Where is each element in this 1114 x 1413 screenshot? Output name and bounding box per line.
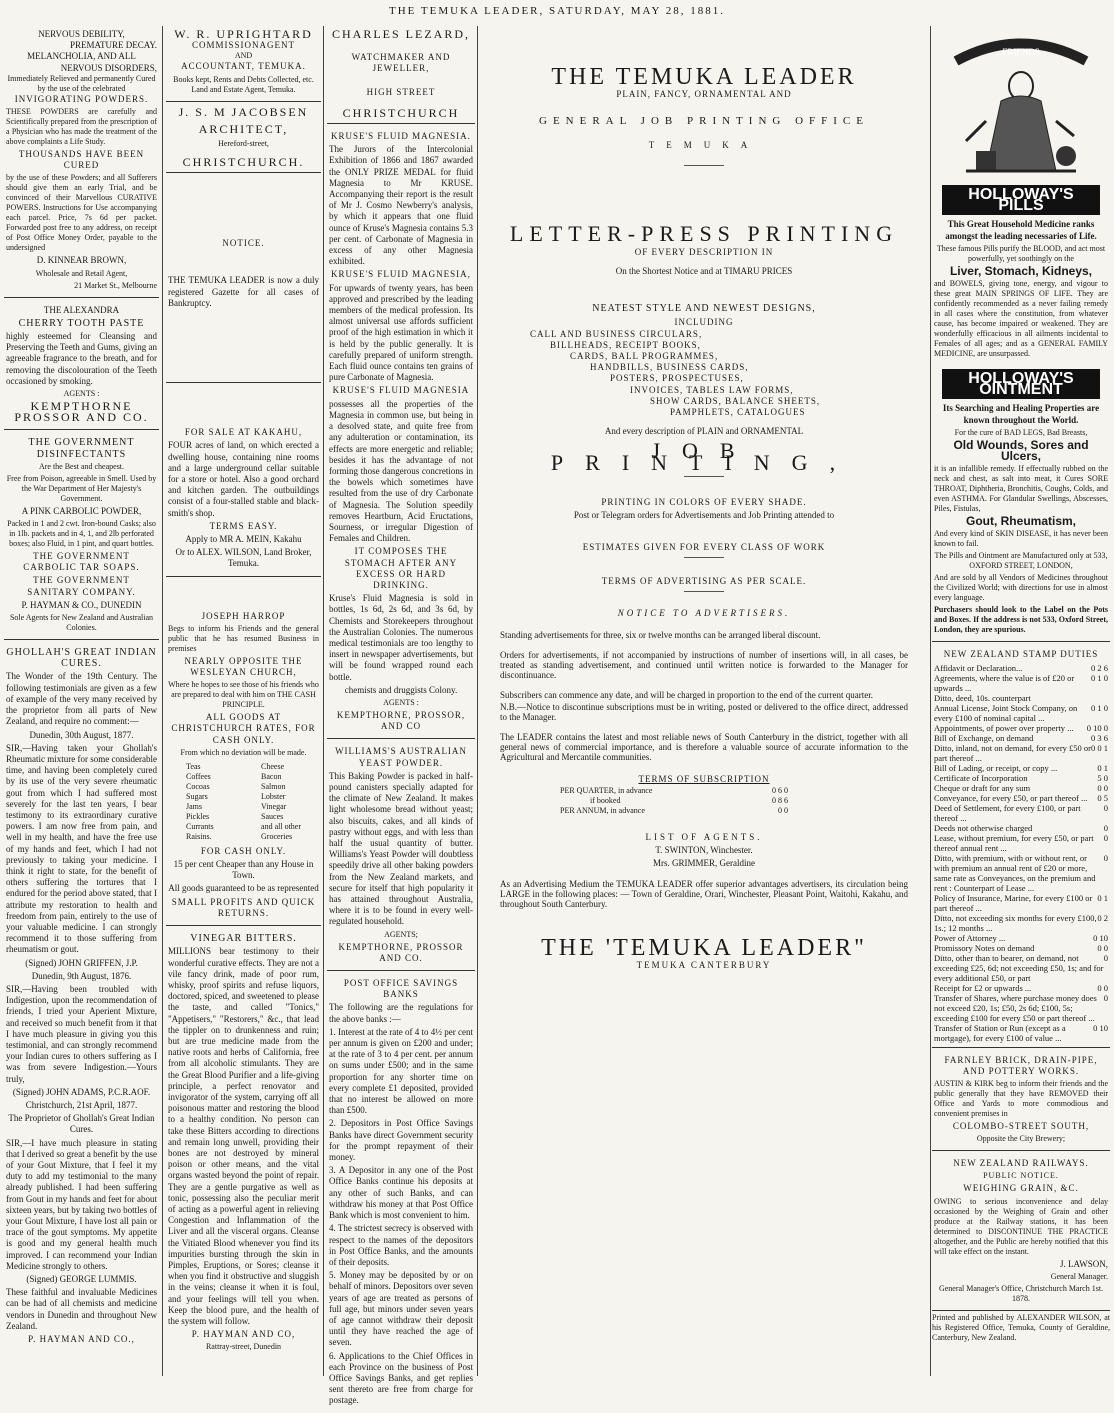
lezard-ad bbox=[327, 26, 475, 124]
subscription-row bbox=[560, 806, 788, 816]
ointment-body: And every kind of SKIN DISEASE, it has never been known to fail. bbox=[934, 529, 1108, 549]
advertisers-notice: The LEADER contains the latest and most reliable news of South Canterbury in the district, together with all general news of commercial importance, and is therefore a valuable source of accurate information to the Agricultural and Mercantile communities. bbox=[500, 731, 908, 762]
ad-title: THE GOVERNMENT DISINFECTANTS bbox=[28, 437, 135, 460]
ad-heading bbox=[168, 29, 319, 73]
ad-heading bbox=[329, 29, 473, 119]
leader-office: GENERAL JOB PRINTING OFFICE bbox=[539, 115, 869, 128]
duty-item: Cheque or draft for any sum bbox=[934, 782, 1031, 793]
ad-dateline: Dunedin, 30th August, 1877. bbox=[29, 729, 134, 740]
duty-value: 0 1 bbox=[1097, 892, 1108, 903]
subscription-value: 0 8 6 bbox=[772, 795, 788, 805]
ad-product: THE GOVERNMENT CARBOLIC TAR SOAPS. bbox=[23, 551, 140, 573]
leader-footer-sub: TEMUKA CANTERBURY bbox=[636, 960, 772, 971]
duty-row bbox=[934, 663, 1108, 673]
printing-desc: OF EVERY DESCRIPTION IN bbox=[634, 247, 774, 258]
column-rule bbox=[477, 26, 478, 1376]
duty-value: 0 0 bbox=[1097, 982, 1108, 993]
duty-item: Transfer of Shares, where purchase money does not exceed £20, 1s; £50, 2s 6d; £100, 5s; exceeding £100 for every £50 or part thereof ... bbox=[934, 992, 1097, 1023]
column-rule bbox=[162, 26, 163, 1376]
advertisers-notice: Orders for advertisements, if not accompanied by instructions of number of insertions will, in all cases, be treated as standing advertisement, and continued until written notice is forwarded to the Manager for discontinuance. bbox=[500, 649, 908, 680]
duty-row bbox=[934, 783, 1108, 793]
duty-row bbox=[934, 733, 1108, 743]
ad-body: highly esteemed for Cleansing and Preserving the Teeth and Gums, giving an agreeable fragrance to the breath, and for removing the discolouration of the Teeth occasioned by smoking. bbox=[6, 331, 157, 386]
duty-value: 0 bbox=[1103, 802, 1108, 813]
printing-including: INCLUDING bbox=[674, 316, 734, 327]
printing-colors: PRINTING IN COLORS OF EVERY SHADE. bbox=[601, 496, 807, 507]
ad-line: Hereford-street, bbox=[218, 139, 269, 149]
testimonial-signature: (Signed) GEORGE LUMMIS. bbox=[26, 1274, 137, 1285]
duty-value: 0 bbox=[1103, 852, 1108, 863]
advertisers-notice: Standing advertisements for three, six or twelve months can be arranged liberal discount. bbox=[500, 629, 821, 640]
duty-item: Bill of Lading, or receipt, or copy ... bbox=[934, 762, 1058, 773]
holloways-ointment-badge: HOLLOWAY'S OINTMENT bbox=[942, 369, 1100, 399]
page-masthead: THE TEMUKA LEADER, SATURDAY, MAY 28, 1881. bbox=[388, 5, 725, 17]
ad-address: Opposite the City Brewery; bbox=[976, 1134, 1066, 1144]
ad-subtitle: PUBLIC NOTICE. bbox=[983, 1171, 1059, 1181]
goods-item: Lobster bbox=[261, 791, 286, 801]
ad-note: From which no deviation will be made. bbox=[180, 747, 307, 757]
duty-value: 0 bbox=[1103, 832, 1108, 843]
agent-entry: Mrs. GRIMMER, Geraldine bbox=[653, 858, 755, 869]
agents-title: LIST OF AGENTS. bbox=[645, 831, 763, 842]
goods-item: Raisins. bbox=[186, 831, 212, 841]
pills-body: These famous Pills purify the BLOOD, and act most powerfully, yet soothingly on the bbox=[936, 243, 1106, 263]
section-divider bbox=[684, 165, 724, 166]
ointment-gout: Gout, Rheumatism, bbox=[965, 514, 1076, 529]
duty-row bbox=[934, 913, 1108, 933]
duty-value: 0 1 0 bbox=[1091, 702, 1108, 713]
duty-row bbox=[934, 993, 1108, 1023]
printing-style: NEATEST STYLE AND NEWEST DESIGNS, bbox=[592, 303, 816, 315]
ad-address: 21 Market St., Melbourne bbox=[74, 280, 157, 290]
ad-subtitle: Are the Best and cheapest. bbox=[38, 461, 125, 471]
duty-value: 0 3 6 bbox=[1091, 732, 1108, 743]
goods-list-left bbox=[186, 762, 214, 842]
ad-note: All goods guaranteed to be as represented bbox=[168, 883, 319, 894]
ointment-address: The Pills and Ointment are Manufactured only at 533, OXFORD STREET, LONDON, bbox=[934, 551, 1108, 571]
ad-note: 15 per cent Cheaper than any House in Town. bbox=[173, 859, 314, 881]
ad-heading bbox=[168, 104, 319, 170]
duty-item: Agreements, where the value is of £20 or upwards ... bbox=[934, 672, 1075, 693]
duty-item: Lease, without premium, for every £50, or part thereof annual rent ... bbox=[934, 832, 1094, 853]
ad-body: THE TEMUKA LEADER is now a duly registered Gazette for all cases of Bankruptcy. bbox=[168, 275, 319, 308]
duty-item: Ditto, not exceeding six months for every £100, 1s.; 12 months ... bbox=[934, 912, 1097, 933]
disinfectants-ad bbox=[4, 432, 159, 640]
duty-item: Promissory Notes on demand bbox=[934, 942, 1035, 953]
ad-signature: Wholesale and Retail Agent, bbox=[35, 268, 128, 278]
testimonial: SIR,—Having been troubled with Indigestion, upon the recommendation of friends, I tried your Aperient Mixture, and received so much benefit from it that I have much pleasure in giving you this testimonial, and can strongly recommend your Indian cures to others suffering as I was from severe Indigestion.—Yours truly, bbox=[6, 983, 157, 1084]
product-item: SHOW CARDS, BALANCE SHEETS, bbox=[650, 395, 821, 406]
ad-subheading: THOUSANDS HAVE BEEN CURED bbox=[18, 149, 145, 171]
ad-heading: NOTICE. bbox=[222, 238, 265, 249]
goods-list bbox=[168, 760, 319, 844]
pills-body: and BOWELS, giving tone, energy, and vigour to these great MAIN SPRINGS OF LIFE. They are confidently recommended as a never failing remedy in all cases where the constitution, from whatever cause, has become impaired or weakened. They are wonderfully efficacious in all ailments incidental to Females of all ages; and as a GENERAL FAMILY MEDICINE, are unsurpassed. bbox=[934, 279, 1108, 359]
ad-agents: KEMPTHORNE, PROSSOR AND CO. bbox=[338, 941, 464, 963]
ad-body: OWING to serious inconvenience and delay occasioned by the Weighing of Grain and other produce at the Railway stations, it has been determined to DISCONTINUE THE PRACTICE altogether, and the Public are hereby notified that this will take effect on the instant. bbox=[934, 1196, 1108, 1256]
duty-row bbox=[934, 983, 1108, 993]
vinegar-bitters-ad bbox=[166, 928, 321, 1358]
duty-value: 0 1 bbox=[1097, 762, 1108, 773]
ad-address: COLOMBO-STREET SOUTH, bbox=[952, 1121, 1090, 1132]
ad-signature: General Manager's Office, Christchurch March 1st. 1878. bbox=[938, 1283, 1104, 1303]
testimonial: SIR,—I have much pleasure in stating that I derived so great a benefit by the use of your Gout Mixture, that I feel it my duty to add my testimonial to the many already published. I had been suffering from Gout in my hands and feet for about sixteen years, but by taking two bottles of your Gout Mixture, I have lost all pain or trace of the gout symptoms. My appetite is good and my general health much improved. I can recommend your Indian Medicine strongly to others. bbox=[6, 1137, 157, 1271]
ad-title: WILLIAMS'S AUSTRALIAN YEAST POWDER. bbox=[335, 746, 467, 768]
railways-notice bbox=[932, 1153, 1110, 1311]
ad-body: Packed in 1 and 2 cwt. Iron-bound Casks; also in 1lb. packets and in 4, 1, and 2lb perforated boxes; also Fluid, in 1 pint, and quart bottles. bbox=[7, 519, 156, 549]
ad-agents-label: AGENTS; bbox=[384, 929, 418, 939]
ad-line: NERVOUS DEBILITY, bbox=[38, 29, 125, 39]
ad-subheading: WEIGHING GRAIN, &C. bbox=[963, 1183, 1079, 1194]
duty-row bbox=[934, 953, 1108, 983]
leader-printing-ad bbox=[480, 26, 928, 1376]
ad-agents: P. HAYMAN & CO., DUNEDIN bbox=[21, 599, 142, 610]
product-item: PAMPHLETS, CATALOGUES bbox=[670, 407, 806, 418]
banner-text: FRIENDS bbox=[1002, 47, 1040, 57]
duty-row bbox=[934, 743, 1108, 763]
printing-orders: Post or Telegram orders for Advertisements and Job Printing attended to bbox=[573, 510, 835, 521]
goods-item: Coffees bbox=[186, 771, 211, 781]
subscription-row bbox=[560, 796, 788, 806]
advertisers-notice: Subscribers can commence any date, and will be charged in proportion to the end of the current quarter. bbox=[500, 689, 873, 700]
goods-item: and all other bbox=[261, 821, 301, 831]
ad-line: CHRISTCHURCH. bbox=[182, 155, 305, 170]
ghollah-cures-ad bbox=[4, 642, 159, 1351]
ad-body: For upwards of twenty years, has been approved and prescribed by the leading members of the medical profession. Its almost universal use affords sufficient proof of the high estimation in which it is held by the public generally. It is carefully prepared of uniform strength. Each fluid ounce contains ten grains of pure Carbonate of Magnesia. bbox=[329, 282, 473, 383]
ad-line: COMMISSIONAGENT bbox=[191, 40, 295, 51]
regulation-item: 2. Depositors in Post Office Savings Banks have direct Government security for the prompt repayment of their money. bbox=[329, 1118, 473, 1163]
ad-title: VINEGAR BITTERS. bbox=[190, 933, 297, 945]
ad-title: POST OFFICE SAVINGS BANKS bbox=[343, 978, 459, 1000]
ad-body: The Jurors of the Intercolonial Exhibition of 1866 and 1867 awarded the ONLY PRIZE MEDAL for fluid Magnesia to Mr KRUSE. Accompanying their report is the result of Mr J. Cosmo Newberry's analysis, by which it appears that one fluid ounce of Kruse's Magnesia contains 5.3 per cent. of Carbonate of Magnesia in excess of any other Magnesia exhibited. bbox=[329, 144, 473, 267]
ointment-headline: Its Searching and Healing Properties are known throughout the World. bbox=[942, 403, 1100, 425]
ad-line: AND bbox=[234, 51, 253, 61]
leader-title: THE TEMUKA LEADER bbox=[551, 64, 857, 90]
ad-line: J. S. M JACOBSEN bbox=[178, 104, 309, 119]
duty-value: 0 2 6 bbox=[1091, 662, 1108, 673]
duty-value: 0 10 bbox=[1093, 1022, 1108, 1033]
ad-body: This Baking Powder is packed in half-pound canisters specially adapted for the climate of New Zealand. It makes light wholesome bread without yeast; also biscuits, cakes, and all kinds of pastry without eggs, and with less than half the usual quantity of butter. Williams's Yeast Powder will doubtless speedily drive all other baking powders from the New Zealand markets, and secure for itself that high popularity it has attained throughout Australia, where it is to be found in every well-regulated household. bbox=[329, 770, 473, 927]
ad-location: NEARLY OPPOSITE THE WESLEYAN CHURCH, bbox=[184, 655, 303, 678]
printing-estimates: ESTIMATES GIVEN FOR EVERY CLASS OF WORK bbox=[582, 542, 826, 553]
duty-item: Appointments, of power over property ... bbox=[934, 722, 1074, 733]
advertisers-notice: N.B.—Notice to discontinue subscriptions must be in writing, posted or delivered to the office direct, addressed to the Manager. bbox=[500, 701, 908, 722]
ad-body: The following are the regulations for the above banks :— bbox=[329, 1002, 473, 1024]
goods-item: Cheese bbox=[261, 761, 285, 771]
yeast-powder-ad bbox=[327, 741, 475, 971]
duty-value: 0 bbox=[1103, 822, 1108, 833]
pills-headline: This Great Household Medicine ranks amongst the leading necessaries of Life. bbox=[945, 219, 1097, 241]
regulation-item: 5. Money may be deposited by or on behalf of minors. Depositors over seven years of age are treated as persons of full age, but minors under seven years of age cannot withdraw their deposit until they have reached the age of seven. bbox=[329, 1270, 473, 1348]
ad-subheading: KRUSE'S FLUID MAGNESIA bbox=[332, 385, 470, 396]
ad-dateline: Christchurch, 21st April, 1877. bbox=[25, 1100, 138, 1110]
product-item: CARDS, BALL PROGRAMMES, bbox=[570, 351, 719, 362]
ad-title: CHERRY TOOTH PASTE bbox=[18, 317, 145, 329]
goods-item: Sugars bbox=[186, 791, 208, 801]
upright-ad bbox=[166, 26, 321, 102]
products-list bbox=[500, 329, 908, 419]
duty-row bbox=[934, 773, 1108, 783]
regulation-item: 6. Applications to the Chief Offices in each Province on the business of Post Office Savings Banks, and get replies sent thereto are free from charge for postage. bbox=[329, 1350, 473, 1406]
ad-dateline: Dunedin, 9th August, 1876. bbox=[31, 970, 132, 981]
product-item: POSTERS, PROSPECTUSES, bbox=[610, 373, 744, 384]
duty-value: 0 5 bbox=[1097, 792, 1108, 803]
duty-item: Ditto, with premium, with or without rent, or with premium an annual rent of £20 or more, same rate as Conveyances, on the premium and rent : Counterpart of Lease ... bbox=[934, 852, 1096, 893]
subscription-label: if booked bbox=[590, 795, 621, 805]
duty-item: Power of Attorney ... bbox=[934, 932, 1006, 943]
stamp-duties-table bbox=[932, 644, 1110, 1047]
duties-list bbox=[934, 663, 1108, 1043]
ad-title: NEW ZEALAND RAILWAYS. bbox=[953, 1158, 1089, 1169]
subscription-value: 0 6 0 bbox=[772, 785, 788, 795]
ad-footer: These faithful and invaluable Medicines can be had of all chemists and medicine vendors in Dunedin and throughout New Zealand. bbox=[6, 1287, 157, 1331]
printing-desc: And every description of PLAIN and ORNAMENTAL bbox=[604, 426, 804, 437]
duty-row bbox=[934, 703, 1108, 723]
regulation-item: 1. Interest at the rate of 4 to 4½ per cent per annum is given on £200 and under; at the rate of 3 to 4 per cent. per annum on sums under £500; and in the same proportion for any shorter time on every complete £1 deposited, provided that no interest be allowed on more than £500. bbox=[329, 1026, 473, 1116]
duty-item: Deeds not otherwise charged bbox=[934, 822, 1033, 833]
ad-company: THE GOVERNMENT SANITARY COMPANY. bbox=[27, 575, 136, 597]
column-rule bbox=[323, 26, 324, 1376]
ad-body: Books kept, Rents and Debts Collected, etc. Land and Estate Agent, Temuka. bbox=[173, 74, 314, 94]
duty-item: Ditto, other than to bearer, on demand, not exceeding £25, 6d; not exceeding £50, 1s; and for every additional £50, or part bbox=[934, 952, 1104, 983]
ad-subheading: KRUSE'S FLUID MAGNESIA, bbox=[331, 269, 471, 280]
section-divider bbox=[684, 591, 724, 592]
duty-value: 0 10 0 bbox=[1086, 722, 1108, 733]
ad-title: JOSEPH HARROP bbox=[201, 610, 286, 621]
ad-line: Immediately Relieved and permanently Cured by the use of the celebrated bbox=[7, 73, 156, 93]
subscription-label: PER QUARTER, in advance bbox=[560, 785, 653, 795]
leader-subtitle: PLAIN, FANCY, ORNAMENTAL AND bbox=[616, 89, 792, 100]
ad-body: AUSTIN & KIRK beg to inform their friends and the public generally that they have REMOVED their Office and Yards to more commodious and convenient premises in bbox=[934, 1079, 1108, 1119]
duty-row bbox=[934, 823, 1108, 833]
goods-item: Pickles bbox=[186, 811, 210, 821]
column-rule bbox=[930, 26, 931, 1376]
section-divider bbox=[684, 557, 724, 558]
ad-title: FARNLEY BRICK, DRAIN-PIPE, AND POTTERY WORKS. bbox=[944, 1054, 1098, 1076]
ad-contact: Or to ALEX. WILSON, Land Broker, Temuka. bbox=[175, 547, 312, 569]
duty-item: Annual License, Joint Stock Company, on every £100 of nominal capital ... bbox=[934, 702, 1078, 723]
goods-item: Salmon bbox=[261, 781, 286, 791]
duty-item: Deed of Settlement, for every £100, or part thereof ... bbox=[934, 802, 1081, 823]
duty-value: 0 2 bbox=[1097, 912, 1108, 923]
farnley-brick-ad bbox=[932, 1050, 1110, 1152]
ad-heading: THE ALEXANDRA bbox=[43, 304, 120, 315]
ad-signature: General Manager. bbox=[1050, 1271, 1108, 1281]
ad-agents-label: AGENTS : bbox=[383, 697, 419, 707]
ad-line: HIGH STREET bbox=[366, 86, 436, 97]
ad-footer: P. HAYMAN AND CO., bbox=[28, 1334, 135, 1345]
ad-body: FOUR acres of land, on which erected a dwelling house, containing nine rooms and a large underground cellar suitable for a store or hotel. Also a good orchard and kitchen garden. The outbuildings consist of a four-stalled stable and black-smith's shop. bbox=[168, 440, 319, 518]
duty-row bbox=[934, 853, 1108, 893]
goods-item: Groceries bbox=[261, 831, 293, 841]
duty-row bbox=[934, 933, 1108, 943]
goods-item: Sauces bbox=[261, 811, 284, 821]
regulation-item: 4. The strictest secrecy is observed with respect to the names of the depositors in Post Office Banks, and the amounts of their deposits. bbox=[329, 1223, 473, 1267]
invigorating-powders-ad bbox=[4, 26, 159, 298]
ad-title: KRUSE'S FLUID MAGNESIA. bbox=[331, 131, 471, 142]
ad-product: A PINK CARBOLIC POWDER, bbox=[21, 505, 142, 516]
duty-value: 5 0 bbox=[1097, 772, 1108, 783]
goods-item: Currants bbox=[186, 821, 214, 831]
duty-item: Receipt for £2 or upwards ... bbox=[934, 982, 1032, 993]
letterpress-title: LETTER-PRESS PRINTING bbox=[509, 220, 899, 246]
subscription-row bbox=[560, 786, 788, 796]
pills-organs: Liver, Stomach, Kidneys, bbox=[949, 263, 1093, 278]
ad-body: chemists and druggists Colony. bbox=[344, 684, 458, 695]
ad-body: Free from Poison, agreeable in Smell. Used by the War Department of Her Majesty's Government. bbox=[6, 473, 157, 503]
section-divider bbox=[684, 476, 724, 477]
goods-list-right bbox=[261, 762, 301, 842]
ad-line: MELANCHOLIA, AND ALL bbox=[27, 51, 136, 62]
duty-row bbox=[934, 793, 1108, 803]
hygeia-figure-illustration bbox=[946, 31, 1096, 181]
duty-item: Bill of Exchange, on demand bbox=[934, 732, 1034, 743]
ad-body: Begs to inform his Friends and the general public that he has resumed Business in premises bbox=[168, 623, 319, 653]
goods-item: Vinegar bbox=[261, 801, 287, 811]
duty-value: 0 bbox=[1103, 992, 1108, 1003]
savings-banks-notice bbox=[327, 973, 475, 1413]
kruse-magnesia-ad bbox=[327, 126, 475, 739]
ad-signature: D. KINNEAR BROWN, bbox=[36, 255, 127, 266]
column-1 bbox=[4, 26, 159, 1376]
ointment-body: it is an infallible remedy. If effectually rubbed on the neck and chest, as salt into meat, it Cures SORE THROAT, Diphtheria, Bronchitis, Coughs, Colds, and even ASTHMA. For Glandular Swellings, Abscesses, Piles, Fistulas, bbox=[934, 464, 1108, 514]
ad-body: MILLIONS bear testimony to their wonderful curative effects. They are not a vile fancy drink, made of poor rum, whisky, proof spirits and refuse liquors, doctored, spiced, and sweetened to please the taste, and called "Tonics," "Appetisers," "Restorers," &c., that lead the tippler on to drunkenness and ruin; but are true medicine made from the native roots and herbs of California, free from all alcoholic stimulants. They are the Great Blood Purifier and a life-giving principle, a perfect renovator and invigorator of the system, carrying off all poisonous matter and restoring the blood to a healthy condition. No person can take these Bitters according to directions and remain long unwell, providing their bones are not destroyed by mineral poison or other means, and the vital organs wasted beyond the point of repair. They are a gentle purgative as well as tonic, possessing also the peculiar merit of acting as a powerful agent in relieving Congestion and Inflammation of the Liver and all the visceral organs. Cleanse the Vitiated Blood whenever you find its impurities bursting through the skin in Pimples, Eruptions, or Sores; cleanse it when you find it obstructive and sluggish in the veins; cleanse it when it is foul, and your feelings will tell you when. Keep the blood pure, and the health of the system will follow. bbox=[168, 946, 319, 1326]
holloways-ad bbox=[932, 26, 1110, 642]
duty-row bbox=[934, 693, 1108, 703]
product-item: CALL AND BUSINESS CIRCULARS, bbox=[530, 328, 703, 339]
subscription-value: 0 0 bbox=[778, 805, 788, 815]
tooth-paste-ad bbox=[4, 300, 159, 431]
duty-value: 0 bbox=[1103, 952, 1108, 963]
ad-agents: Sole Agents for New Zealand and Australian Colonies. bbox=[9, 613, 154, 633]
ad-line: CHRISTCHURCH bbox=[342, 105, 460, 120]
duty-row bbox=[934, 723, 1108, 733]
ointment-warning: Purchasers should look to the Label on the Pots and Boxes. If the address is not 533, Oxford Street, London, they are spurious. bbox=[934, 605, 1108, 635]
goods-item: Cocoas bbox=[186, 781, 210, 791]
goods-item: Bacon bbox=[261, 771, 282, 781]
printing-desc: On the Shortest Notice and at TIMARU PRICES bbox=[615, 266, 793, 277]
goods-item: Teas bbox=[186, 761, 201, 771]
duty-item: Ditto, deed, 10s. counterpart bbox=[934, 692, 1031, 703]
ad-subheading: ALL GOODS AT CHRISTCHURCH RATES, FOR CASH ONLY. bbox=[171, 712, 316, 745]
duty-value: 0 0 1 bbox=[1091, 742, 1108, 753]
printer-imprint: Printed and published by ALEXANDER WILSON, at his Registered Office, Temuka, County of Geraldine, Canterbury, New Zealand. bbox=[932, 1312, 1110, 1342]
jacobsen-ad bbox=[166, 104, 321, 174]
agent-entry: T. SWINTON, Winchester. bbox=[655, 844, 753, 855]
duty-row bbox=[934, 763, 1108, 773]
duty-item: Affidavit or Declaration... bbox=[934, 662, 1023, 673]
ad-terms: TERMS EASY. bbox=[209, 520, 278, 531]
duty-item: Ditto, inland, not on demand, for every £50 or part thereof ... bbox=[934, 742, 1091, 763]
notice-ad bbox=[166, 175, 321, 383]
subscription-table bbox=[500, 786, 908, 816]
duty-item: Policy of Insurance, Marine, for every £100 or part thereof ... bbox=[934, 892, 1093, 913]
duty-row bbox=[934, 893, 1108, 913]
testimonial-signature: (Signed) JOHN GRIFFEN, J.P. bbox=[25, 957, 138, 968]
ad-heading bbox=[6, 29, 157, 105]
ad-body: Where he hopes to see those of his friends who are prepared to deal with him on THE CASH PRINCIPLE. bbox=[168, 680, 319, 710]
testimonial: SIR,—Having taken your Ghollah's Rheumatic mixture for some considerable time, and having been completely cured by its use of the very severe rheumatic gout from which I had suffered most severely for the last ten years, I bear testimony to its extraordinary curative powers. I am now free from pain, and well in my health, and have the free use of my hands and feet, which I had not previously to taking your medicine. I think it right to state, for the benefit of others suffering the tortures that I endured for the period above stated, that I attribute my restoration to health and freedom from pain, entirely to the use of your valuable medicine. I can strongly recommend it to those suffering from rheumatism or gout. bbox=[6, 742, 157, 955]
column-5 bbox=[932, 26, 1110, 1376]
ad-line: CHARLES LEZARD, bbox=[332, 27, 470, 41]
ad-body: The Wonder of the 19th Century. The following testimonials are given as a few of example of the very many received by the proprietor from all parts of New Zealand, and require no comment:— bbox=[6, 671, 157, 727]
kakahu-sale-ad bbox=[166, 385, 321, 576]
duty-value: 0 1 0 bbox=[1091, 672, 1108, 683]
advertising-medium: As an Advertising Medium the TEMUKA LEADER offer superior advantages advertisers, its circulation being LARGE in the following places: — Town of Geraldine, Orari, Winchester, Pleasant Point, Waitohi, Kakahu, and throughout South Canterbury. bbox=[500, 879, 908, 910]
leader-footer-title: THE 'TEMUKA LEADER" bbox=[541, 935, 867, 962]
duty-item: Certificate of Incorporation bbox=[934, 772, 1028, 783]
ointment-address: And are sold by all Vendors of Medicines throughout the Civilized World; with directions for use in almost every language. bbox=[934, 573, 1108, 603]
testimonial-signature: (Signed) JOHN ADAMS, P.C.R.AOF. bbox=[12, 1086, 151, 1097]
subscription-title: TERMS OF SUBSCRIPTION bbox=[638, 773, 770, 784]
ad-body: by the use of these Powders; and all Sufferers should give them an early Trial, and be convinced of their Marvellous CURATIVE POWERS. Instructions for Use accompanying each parcel. Price, 7s 6d per packet. Forwarded post free to any address, on receipt of Post Office Money Order, payable to the undersigned bbox=[6, 173, 157, 253]
duty-value: 0 0 bbox=[1097, 942, 1108, 953]
product-item: HANDBILLS, BUSINESS CARDS, bbox=[590, 362, 749, 373]
duty-row bbox=[934, 833, 1108, 853]
duty-value: 0 10 bbox=[1093, 932, 1108, 943]
advertising-terms: TERMS OF ADVERTISING AS PER SCALE. bbox=[601, 576, 807, 587]
ad-body: Kruse's Fluid Magnesia is sold in bottles, 1s 6d, 2s 6d, and 3s 6d, by Chemists and Storekeepers throughout the Australian Colonies. The numerous medical testimonials are too lengthy to insert in newspaper advertisements, but will be found wrapped round each bottle. bbox=[329, 593, 473, 682]
ad-slogan: SMALL PROFITS AND QUICK RETURNS. bbox=[171, 896, 316, 918]
holloways-illustration bbox=[946, 31, 1096, 181]
ad-title: FOR SALE AT KAKAHU, bbox=[184, 427, 303, 438]
job-printing-title: JOB PRINTING, bbox=[550, 438, 858, 475]
duty-item: Conveyance, for every £50, or part thereof ... bbox=[934, 792, 1088, 803]
duty-row bbox=[934, 943, 1108, 953]
ad-line: W. R. UPRIGHTARD bbox=[174, 27, 313, 41]
ad-title: GHOLLAH'S GREAT INDIAN CURES. bbox=[6, 647, 157, 670]
column-2 bbox=[166, 26, 321, 1376]
ad-contact: Apply to MR A. MEIN, Kakahu bbox=[185, 534, 302, 545]
product-item: INVOICES, TABLES LAW FORMS, bbox=[630, 384, 794, 395]
ad-signature: J. LAWSON, bbox=[1059, 1258, 1108, 1269]
duty-value: 0 0 bbox=[1097, 782, 1108, 793]
ad-signature: P. HAYMAN AND CO, bbox=[191, 1329, 296, 1340]
ad-address: Rattray-street, Dunedin bbox=[205, 1342, 282, 1352]
duty-row bbox=[934, 803, 1108, 823]
holloways-pills-badge: HOLLOWAY'S PILLS bbox=[942, 185, 1100, 215]
column-3 bbox=[327, 26, 475, 1406]
duty-row bbox=[934, 673, 1108, 693]
goods-item: Jams bbox=[186, 801, 202, 811]
product-item: BILLHEADS, RECEIPT BOOKS, bbox=[550, 339, 701, 350]
ad-line: ACCOUNTANT, TEMUKA. bbox=[181, 61, 306, 72]
ad-line: NERVOUS DISORDERS, bbox=[60, 62, 157, 73]
advertisers-notice-title: NOTICE TO ADVERTISERS. bbox=[617, 608, 791, 619]
duty-item: Transfer of Station or Run (except as a mortgage), for every £100 of value ... bbox=[934, 1022, 1066, 1043]
regulation-item: 3. A Depositor in any one of the Post Office Banks continue his deposits at any other of such Banks, and can withdraw his money at that Post Office Bank which is most convenient to him. bbox=[329, 1165, 473, 1221]
ad-subheading: IT COMPOSES THE STOMACH AFTER ANY EXCESS OR HARD DRINKING. bbox=[344, 546, 458, 590]
ad-line: PREMATURE DECAY. bbox=[69, 40, 157, 51]
ad-line: ARCHITECT, bbox=[198, 121, 289, 136]
ointment-wounds: Old Wounds, Sores and Ulcers, bbox=[953, 437, 1089, 464]
leader-place: TEMUKA bbox=[648, 139, 760, 150]
ad-addressee: The Proprietor of Ghollah's Great Indian Cures. bbox=[8, 1113, 155, 1135]
duty-row bbox=[934, 1023, 1108, 1043]
subscription-label: PER ANNUM, in advance bbox=[560, 805, 645, 815]
harrop-ad bbox=[166, 579, 321, 926]
ad-subheading: FOR CASH ONLY. bbox=[200, 845, 287, 856]
ad-body: THESE POWDERS are carefully and Scientifically prepared from the prescription of a Physician who has made the treatment of the above complaints a Life Study. bbox=[6, 107, 157, 147]
ointment-body: For the cure of BAD LEGS, Bad Breasts, bbox=[954, 427, 1088, 437]
ad-line: INVIGORATING POWDERS. bbox=[14, 93, 149, 104]
duties-title: NEW ZEALAND STAMP DUTIES bbox=[943, 649, 1099, 660]
ad-agents: KEMPTHORNE PROSSOR AND CO. bbox=[14, 399, 149, 425]
ad-agents-label: AGENTS : bbox=[63, 389, 100, 399]
ad-agents: KEMPTHORNE, PROSSOR, AND CO bbox=[336, 709, 466, 732]
ad-body: possesses all the properties of the Magnesia in common use, but being in a desolved state, and quite free from any adulteration or contamination, its effects are more energetic and reliable; besides it has the advantage of not forming those dangerous concretions in the bowels which sometimes have resulted from the use of dry Carbonate of Magnesia. The Solution speedily removes Heartburn, Acid Eructations, Sourness, or irregular Digestion of Females and Children. bbox=[329, 398, 473, 544]
ad-line: WATCHMAKER AND JEWELLER, bbox=[351, 52, 451, 74]
